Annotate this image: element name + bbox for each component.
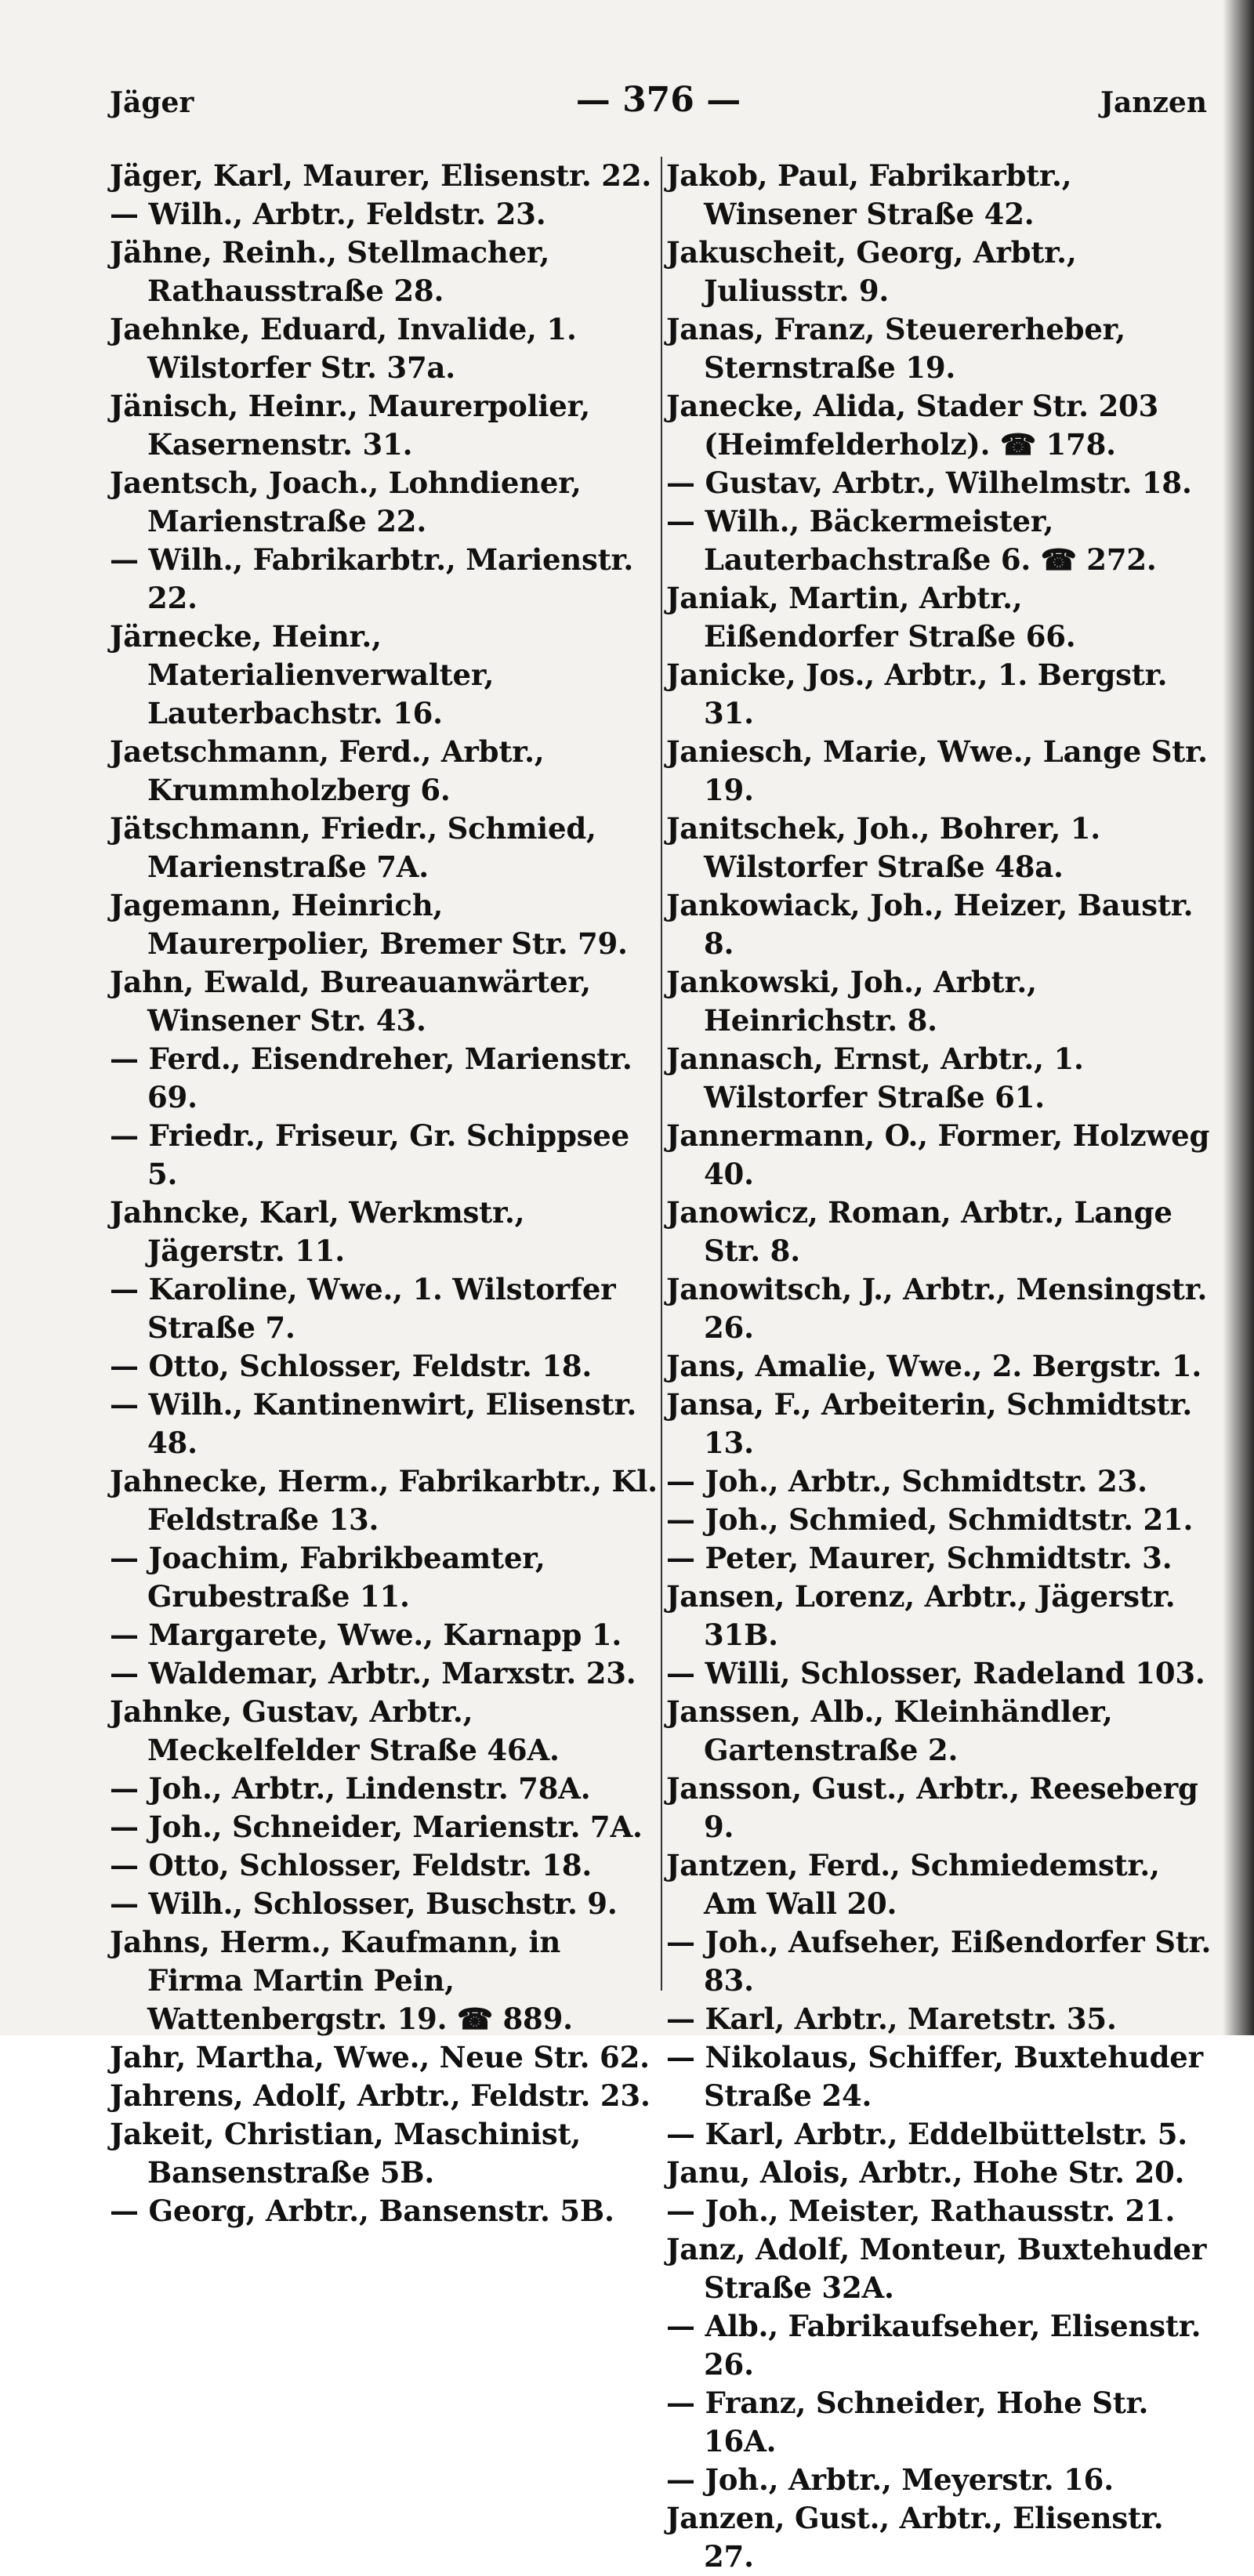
directory-entry: Jakeit, Christian, Maschinist, Bansenstraße 5B.: [110, 2117, 582, 2190]
directory-entry: Janz, Adolf, Monteur, Buxtehuder Straße 32A.: [666, 2232, 1207, 2305]
directory-entry: — Franz, Schneider, Hohe Str. 16A.: [666, 2386, 1149, 2458]
directory-entry: Järnecke, Heinr., Materialienverwalter, Lauterbachstr. 16.: [110, 619, 495, 730]
directory-entry: Jagemann, Heinrich, Maurerpolier, Bremer Str. 79.: [110, 888, 628, 961]
directory-entry: — Joh., Arbtr., Schmidtstr. 23.: [666, 1464, 1147, 1498]
directory-entry: — Gustav, Arbtr., Wilhelmstr. 18.: [666, 466, 1192, 500]
directory-entry: Jankowski, Joh., Arbtr., Heinrichstr. 8.: [666, 965, 1037, 1038]
directory-entry: — Joh., Meister, Rathausstr. 21.: [666, 2194, 1176, 2228]
page-edge-shadow: [1223, 0, 1254, 2035]
directory-entry: — Waldemar, Arbtr., Marxstr. 23.: [110, 1656, 636, 1690]
directory-entry: Janecke, Alida, Stader Str. 203 (Heimfelderholz). ☎ 178.: [666, 389, 1159, 462]
directory-entry: Janowitsch, J., Arbtr., Mensingstr. 26.: [666, 1272, 1208, 1345]
directory-entry: Jaehnke, Eduard, Invalide, 1. Wilstorfer Str. 37a.: [110, 312, 577, 385]
directory-entry: Janowicz, Roman, Arbtr., Lange Str. 8.: [666, 1195, 1172, 1268]
directory-entry: Jantzen, Ferd., Schmiedemstr., Am Wall 20.: [666, 1848, 1160, 1921]
page-header: [110, 80, 1207, 133]
directory-entry: — Joh., Schneider, Marienstr. 7A.: [110, 1810, 643, 1844]
directory-entry: — Friedr., Friseur, Gr. Schippsee 5.: [110, 1118, 629, 1191]
directory-entry: Jahn, Ewald, Bureauanwärter, Winsener Str. 43.: [110, 965, 591, 1038]
directory-entry: Jannasch, Ernst, Arbtr., 1. Wilstorfer Straße 61.: [666, 1042, 1084, 1114]
directory-entry: Jänisch, Heinr., Maurerpolier, Kasernenstr. 31.: [110, 389, 590, 462]
directory-entry: — Ferd., Eisendreher, Marienstr. 69.: [110, 1042, 632, 1114]
directory-entry: Jäger, Karl, Maurer, Elisenstr. 22.: [110, 158, 652, 193]
directory-entry: Janiesch, Marie, Wwe., Lange Str. 19.: [666, 734, 1208, 807]
directory-entry: Jahrens, Adolf, Arbtr., Feldstr. 23.: [110, 2078, 651, 2113]
directory-entry: — Joh., Schmied, Schmidtstr. 21.: [666, 1502, 1194, 1537]
directory-entry: Jakob, Paul, Fabrikarbtr., Winsener Straße 42.: [666, 158, 1072, 231]
directory-entry: — Wilh., Fabrikarbtr., Marienstr. 22.: [110, 542, 634, 615]
header-left-keyword: Jäger: [110, 86, 194, 119]
directory-entry: — Wilh., Schlosser, Buschstr. 9.: [110, 1886, 618, 1921]
directory-entry: Janzen, Gust., Arbtr., Elisenstr. 27.: [666, 2501, 1164, 2574]
directory-entry: Jansen, Lorenz, Arbtr., Jägerstr. 31B.: [666, 1579, 1176, 1652]
directory-entry: — Karoline, Wwe., 1. Wilstorfer Straße 7.: [110, 1272, 616, 1345]
directory-entry: — Joachim, Fabrikbeamter, Grubestraße 11.: [110, 1541, 545, 1614]
directory-entry: — Alb., Fabrikaufseher, Elisenstr. 26.: [666, 2309, 1201, 2382]
page-number: — 376 —: [575, 80, 741, 120]
directory-entry: Jahns, Herm., Kaufmann, in Firma Martin Pein, Wattenbergstr. 19. ☎ 889.: [110, 1925, 573, 2036]
directory-entry: — Joh., Arbtr., Meyerstr. 16.: [666, 2462, 1114, 2497]
directory-entry: Jahnecke, Herm., Fabrikarbtr., Kl. Feldstraße 13.: [110, 1464, 658, 1537]
directory-entry: Jahnke, Gustav, Arbtr., Meckelfelder Straße 46A.: [110, 1694, 560, 1767]
directory-entry: — Margarete, Wwe., Karnapp 1.: [110, 1618, 622, 1652]
directory-entry: — Wilh., Kantinenwirt, Elisenstr. 48.: [110, 1387, 637, 1460]
directory-entry: Janu, Alois, Arbtr., Hohe Str. 20.: [666, 2155, 1185, 2190]
directory-entry: Jätschmann, Friedr., Schmied, Marienstraße 7A.: [110, 811, 596, 884]
directory-entry: Janicke, Jos., Arbtr., 1. Bergstr. 31.: [666, 658, 1168, 730]
directory-entry: — Otto, Schlosser, Feldstr. 18.: [110, 1848, 593, 1882]
directory-entry: Jaetschmann, Ferd., Arbtr., Krummholzberg 6.: [110, 734, 545, 807]
directory-entry: — Joh., Aufseher, Eißendorfer Str. 83.: [666, 1925, 1212, 1998]
directory-entry: Jansson, Gust., Arbtr., Reeseberg 9.: [666, 1771, 1198, 1844]
directory-entry: — Georg, Arbtr., Bansenstr. 5B.: [110, 2194, 614, 2228]
directory-columns: [110, 157, 1215, 2574]
directory-entry: — Peter, Maurer, Schmidtstr. 3.: [666, 1541, 1172, 1575]
directory-entry: Jansa, F., Arbeiterin, Schmidtstr. 13.: [666, 1387, 1193, 1460]
directory-entry: Jaentsch, Joach., Lohndiener, Marienstraße 22.: [110, 466, 582, 538]
directory-entry: — Nikolaus, Schiffer, Buxtehuder Straße 24.: [666, 2040, 1203, 2113]
directory-entry: Jans, Amalie, Wwe., 2. Bergstr. 1.: [666, 1349, 1202, 1383]
directory-entry: — Wilh., Arbtr., Feldstr. 23.: [110, 197, 546, 231]
directory-entry: Janiak, Martin, Arbtr., Eißendorfer Straße 66.: [666, 581, 1076, 654]
directory-entry: Jakuscheit, Georg, Arbtr., Juliusstr. 9.: [666, 235, 1077, 308]
directory-entry: Jankowiack, Joh., Heizer, Baustr. 8.: [666, 888, 1194, 961]
directory-entry: Jannermann, O., Former, Holzweg 40.: [666, 1118, 1210, 1191]
header-right-keyword: Janzen: [1100, 86, 1207, 119]
directory-entry: Jähne, Reinh., Stellmacher, Rathausstraße 28.: [110, 235, 550, 308]
directory-entry: — Willi, Schlosser, Radeland 103.: [666, 1656, 1205, 1690]
directory-entry: Janitschek, Joh., Bohrer, 1. Wilstorfer Straße 48a.: [666, 811, 1100, 884]
directory-entry: — Wilh., Bäckermeister, Lauterbachstraße 6. ☎ 272.: [666, 504, 1157, 577]
directory-entry: — Karl, Arbtr., Maretstr. 35.: [666, 2002, 1117, 2036]
directory-entry: Jahr, Martha, Wwe., Neue Str. 62.: [110, 2040, 650, 2074]
directory-entry: — Karl, Arbtr., Eddelbüttelstr. 5.: [666, 2117, 1187, 2151]
directory-entry: Jahncke, Karl, Werkmstr., Jägerstr. 11.: [110, 1195, 525, 1268]
directory-entry: — Joh., Arbtr., Lindenstr. 78A.: [110, 1771, 591, 1806]
left-column: [110, 157, 658, 2230]
directory-entry: Janas, Franz, Steuererheber, Sternstraße 19.: [666, 312, 1125, 385]
right-column: [666, 157, 1215, 2576]
directory-entry: Janssen, Alb., Kleinhändler, Gartenstraße 2.: [666, 1694, 1113, 1767]
directory-entry: — Otto, Schlosser, Feldstr. 18.: [110, 1349, 593, 1383]
